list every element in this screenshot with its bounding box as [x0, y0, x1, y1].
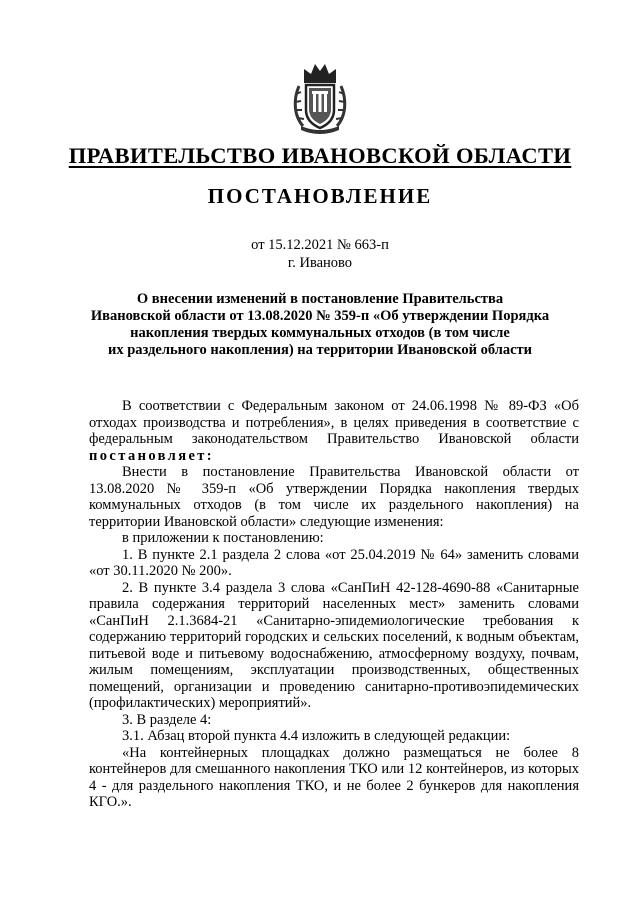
paragraph: 3.1. Абзац второй пункта 4.4 изложить в следующей редакции:	[122, 728, 511, 744]
coat-of-arms-icon	[291, 60, 349, 134]
paragraph: «На контейнерных площадках должно размещаться не более 8 контейнеров для смешанного накопления ТКО или 12 контейнеров, из которых 4 - для раздельного накопления ТКО, и не более 2 бункеров для накопления КГО.».	[89, 744, 579, 810]
paragraph: 3. В разделе 4:	[122, 711, 212, 728]
subject-line: накопления твердых коммунальных отходов (в том числе	[130, 325, 510, 341]
paragraph: в приложении к постановлению:	[122, 530, 324, 546]
paragraph: 1. В пункте 2.1 раздела 2 слова «от 25.04.2019 № 64» заменить словами «от 30.11.2020 № 200».	[89, 546, 579, 579]
decree-word: постановляет:	[89, 447, 215, 464]
subject-line: Ивановской области от 13.08.2020 № 359-п «Об утверждении Порядка	[90, 308, 550, 324]
paragraph-text: В соответствии с Федеральным законом от 24.06.1998 № 89-ФЗ «Об отходах производства и потребления», в целях приведения в соответствие с федеральным законодательством Правительство Ивановской области	[89, 398, 579, 447]
paragraph: Внести в постановление Правительства Ивановской области от 13.08.2020 № 359-п «Об утверждении Порядка накопления твердых коммунальных отходов (в том числе их раздельного накопления) на территории Ивановской области» следующие изменения:	[89, 464, 579, 530]
document-type: ПОСТАНОВЛЕНИЕ	[207, 184, 433, 208]
subject-line: О внесении изменений в постановление Правительства	[136, 291, 504, 307]
organization-title: ПРАВИТЕЛЬСТВО ИВАНОВСКОЙ ОБЛАСТИ	[68, 143, 572, 168]
date-block	[0, 236, 640, 272]
paragraph: 2. В пункте 3.4 раздела 3 слова «СанПиН 42-128-4690-88 «Санитарные правила содержания территорий населенных мест» заменить словами «СанПиН 2.1.3684-21 «Санитарно-эпидемиологические требования к содержанию территорий городских и сельских поселений, к водным объектам, питьевой воде и питьевому водоснабжению, атмосферному воздуху, почвам, жилым помещениям, эксплуатации производственных, общественных помещений, организации и проведению санитарно-противоэпидемических (профилактических) мероприятий».	[89, 579, 579, 711]
date-number: от 15.12.2021 № 663-п	[251, 237, 389, 253]
paragraph	[89, 398, 579, 464]
city: г. Иваново	[287, 255, 353, 271]
subject-line: их раздельного накопления) на территории Ивановской области	[107, 342, 533, 358]
document-subject	[60, 291, 580, 359]
document-body	[89, 398, 579, 811]
